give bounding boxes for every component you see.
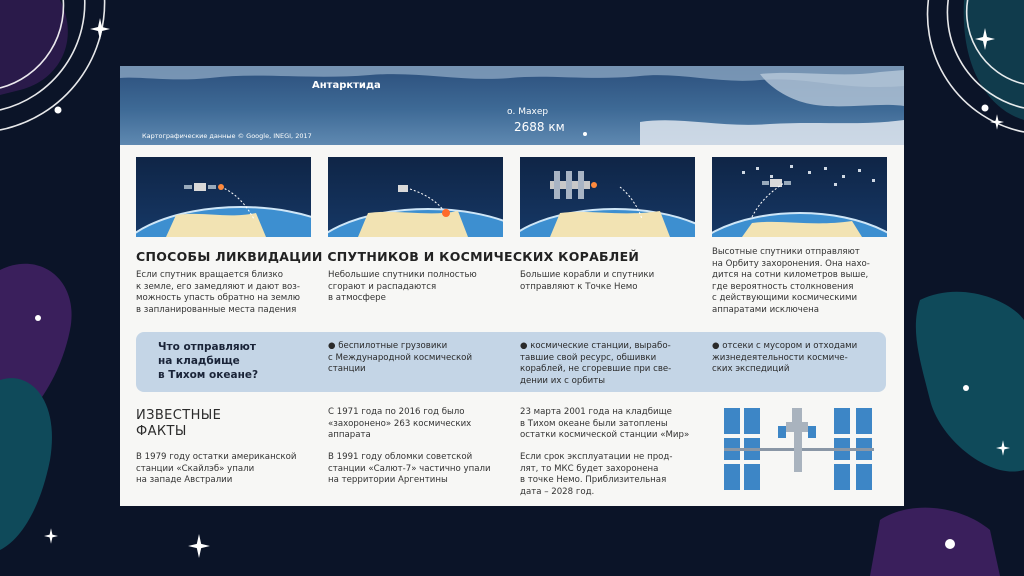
cemetery-question: Что отправляют на кладбище в Тихом океане? <box>158 341 259 381</box>
sparkle-icon <box>990 114 1004 130</box>
map-copyright: Картографические данные © Google, INEGI, 2017 <box>142 132 312 140</box>
sparkle-icon <box>996 440 1010 456</box>
map-region-label: Антарктида <box>312 80 381 91</box>
map <box>120 66 904 145</box>
fact-buried-count: С 1971 года по 2016 год было «захоронено» 263 космических аппарата <box>328 407 472 440</box>
method-illustration-1 <box>136 157 311 237</box>
fact-mir: 23 марта 2001 года на кладбище в Тихом океане были затоплены остатки космической станции «Мир» <box>520 407 690 440</box>
fact-salyut: В 1991 году обломки советской станции «Салют-7» частично упали на территории Аргентины <box>328 452 491 485</box>
method-text-1: Если спутник вращается близко к земле, его замедляют и дают воз- можность упасть обратно на землю в запланированные места падения <box>136 270 300 315</box>
satellite-icon <box>762 179 791 187</box>
cemetery-item-2: ● космические станции, вырабо- тавшие свой ресурс, обшивки кораблей, не сгоревшие при све- дении их с орбиты <box>520 341 672 386</box>
satellite-icon <box>550 171 590 199</box>
satellite-icon <box>398 185 408 192</box>
section-title: СПОСОБЫ ЛИКВИДАЦИИ СПУТНИКОВ И КОСМИЧЕСКИХ КОРАБЛЕЙ <box>136 249 640 264</box>
cemetery-item-3: ● отсеки с мусором и отходами жизнедеятельности космиче- ских экспедиций <box>712 341 858 374</box>
facts-title: ИЗВЕСТНЫЕ ФАКТЫ <box>136 408 222 439</box>
sparkle-icon <box>188 534 210 558</box>
sparkle-icon <box>90 18 110 40</box>
satellite-icon <box>184 183 216 191</box>
iss-icon <box>718 404 886 494</box>
method-illustration-4 <box>712 157 887 237</box>
method-illustration-3 <box>520 157 695 237</box>
method-text-3: Большие корабли и спутники отправляют к Точке Немо <box>520 270 655 292</box>
method-text-2: Небольшие спутники полностью сгорают и распадаются в атмосфере <box>328 270 477 303</box>
map-island-label: о. Махер <box>507 107 549 117</box>
sparkle-icon <box>44 528 58 544</box>
cemetery-band <box>136 332 886 392</box>
infographic-slide <box>120 66 904 506</box>
method-illustration-2 <box>328 157 503 237</box>
fact-iss: Если срок эксплуатации не прод- лят, то МКС будет захоронена в точке Немо. Приблизительная дата – 2028 год. <box>520 452 673 497</box>
fact-skylab: В 1979 году остатки американской станции «Скайлэб» упали на западе Австралии <box>136 452 297 485</box>
map-distance-label: 2688 км <box>514 120 565 134</box>
cemetery-item-1: ● беспилотные грузовики с Международной космической станции <box>328 341 473 374</box>
method-text-4: Высотные спутники отправляют на Орбиту захоронения. Она нахо- дится на сотни километров выше, где вероятность столкновения с действующими космическими аппаратами исключена <box>712 247 870 315</box>
sparkle-icon <box>975 28 995 50</box>
